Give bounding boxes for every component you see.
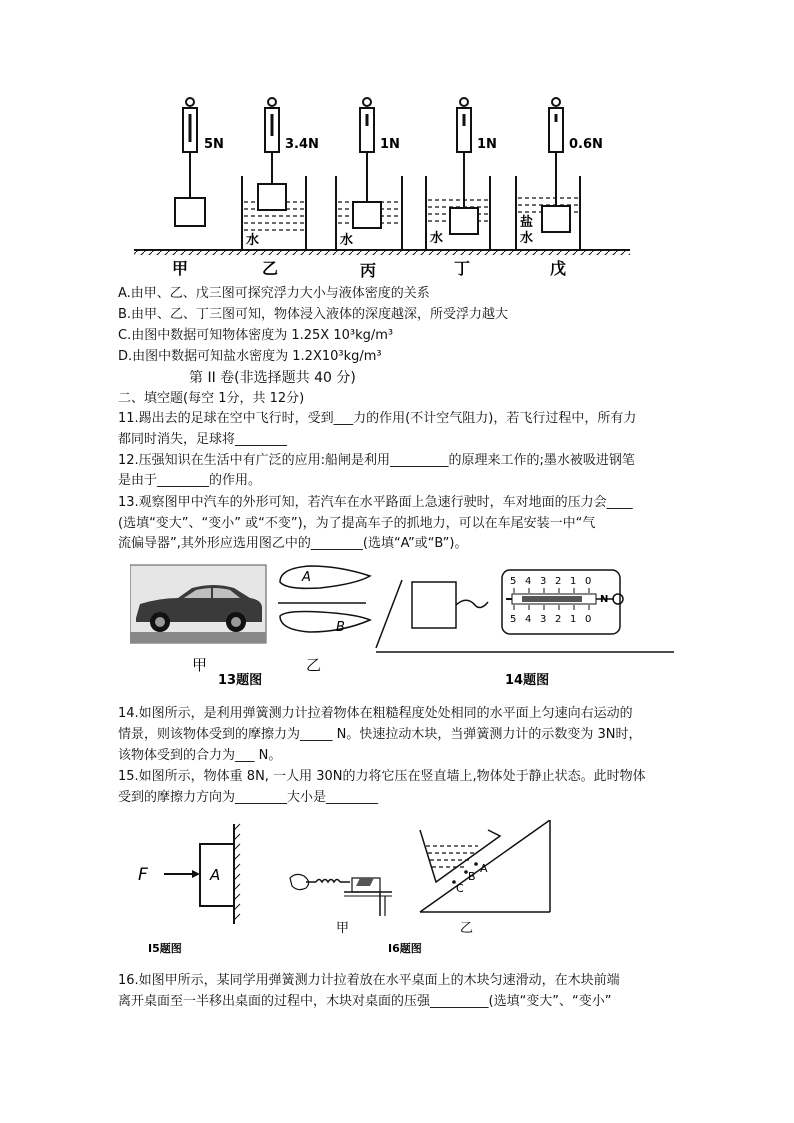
- fig16-caption-yi: 乙: [460, 921, 474, 936]
- caption-jia: 甲: [172, 259, 189, 278]
- liquid-label-yi: 水: [246, 233, 260, 248]
- scale-top-3: 3: [540, 576, 547, 587]
- option-c: C.由图中数据可知物体密度为 1.25X 10³kg/m³: [118, 328, 394, 343]
- scale-jia: [175, 98, 205, 226]
- scale-top-4: 4: [525, 576, 532, 587]
- fig13-caption: 13题图: [218, 673, 263, 688]
- scale-bottom-1: 1: [570, 614, 577, 625]
- figure-15-16: [130, 820, 570, 960]
- liquid-label-bing: 水: [340, 233, 354, 248]
- q16-line-2: 离开桌面至一半移出桌面的过程中，木块对桌面的压强_________(选填“变大”、“变小”: [118, 994, 612, 1009]
- option-d: D.由图中数据可知盐水密度为 1.2X10³kg/m³: [118, 349, 382, 364]
- q14-line-2: 情景，则该物体受到的摩擦力为_____ N。快速拉动木块，当弹簧测力计的示数变为 3N时，: [118, 727, 642, 742]
- fig16-caption-jia: 甲: [336, 921, 350, 936]
- q15-line-2: 受到的摩擦力方向为________大小是________: [118, 790, 379, 805]
- reading-jia: 5N: [204, 137, 224, 152]
- caption-yi: 乙: [262, 259, 279, 278]
- reading-wu: 0.6N: [569, 137, 603, 152]
- scale-bottom-0: 0: [585, 614, 592, 625]
- scale-unit: N: [600, 594, 609, 605]
- force-label: F: [138, 865, 148, 885]
- q16-line-1: 16.如图甲所示，某同学用弹簧测力计拉着放在水平桌面上的木块匀速滑动，在木块前端: [118, 973, 620, 988]
- scale-top-1: 1: [570, 576, 577, 587]
- caption-ding: 丁: [454, 259, 471, 278]
- section-title: 第 II 卷(非选择题共 40 分): [189, 370, 356, 386]
- reading-bing: 1N: [380, 137, 400, 152]
- block-label: A: [210, 866, 221, 884]
- desk-block-setup: [290, 874, 392, 916]
- figure-13-14: [130, 560, 680, 695]
- scale-yi: [242, 98, 306, 250]
- point-b-label: B: [468, 870, 476, 883]
- q11-line-1: 11.踢出去的足球在空中飞行时，受到___力的作用(不计空气阻力)，若飞行过程中，所有力: [118, 411, 637, 426]
- wall-block-setup: [164, 824, 240, 924]
- scale-bottom-3: 3: [540, 614, 547, 625]
- buoyancy-experiment-figure: [120, 92, 640, 282]
- section-subtitle: 二、填空题(每空 1分，共 12分): [118, 391, 305, 406]
- q14-line-1: 14.如图所示，是利用弹簧测力计拉着物体在粗糙程度处处相同的水平面上匀速向右运动的: [118, 706, 633, 721]
- point-a-label: A: [480, 862, 488, 875]
- scale-bottom-2: 2: [555, 614, 562, 625]
- car-photo: [130, 565, 266, 643]
- q11-line-2: 都同时消失，足球将________: [118, 432, 288, 447]
- q12-line-2: 是由于________的作用。: [118, 473, 262, 488]
- liquid-label-wu-1: 盐: [520, 215, 534, 230]
- fig14-caption: 14题图: [505, 673, 550, 688]
- q13-line-1: 13.观察图甲中汽车的外形可知，若汽车在水平路面上急速行驶时，车对地面的压力会____: [118, 495, 633, 510]
- scale-top-0: 0: [585, 576, 592, 587]
- airfoil-label-a: A: [302, 570, 311, 585]
- option-b: B.由甲、乙、丁三图可知，物体浸入液体的深度越深，所受浮力越大: [118, 307, 509, 322]
- point-c-label: C: [456, 882, 464, 895]
- scale-top-2: 2: [555, 576, 562, 587]
- caption-bing: 丙: [360, 261, 377, 280]
- fig16-caption: I6题图: [388, 942, 422, 955]
- q12-line-1: 12.压强知识在生活中有广泛的应用:船闸是利用_________的原理来工作的;墨水被吸进钢笔: [118, 453, 635, 468]
- scale-bottom-5: 5: [510, 614, 517, 625]
- liquid-label-wu-2: 水: [520, 231, 534, 246]
- fig15-caption: I5题图: [148, 942, 182, 955]
- option-a: A.由甲、乙、戊三图可探究浮力大小与液体密度的关系: [118, 286, 430, 301]
- liquid-label-ding: 水: [430, 231, 444, 246]
- q13-line-3: 流偏导器”,其外形应选用图乙中的________(选填“A”或“B”)。: [118, 536, 468, 551]
- reading-yi: 3.4N: [285, 137, 319, 152]
- q15-line-1: 15.如图所示，物体重 8N, 一人用 30N的力将它压在竖直墙上,物体处于静止状态。此时物体: [118, 769, 646, 784]
- scale-bottom-4: 4: [525, 614, 532, 625]
- scale-ding: [426, 98, 490, 250]
- q14-line-3: 该物体受到的合力为___ N。: [118, 748, 282, 763]
- fig13-caption-yi: 乙: [306, 656, 322, 674]
- airfoil-label-b: B: [336, 620, 345, 635]
- reading-ding: 1N: [477, 137, 497, 152]
- spoiler-shapes: [278, 566, 370, 632]
- caption-wu: 戊: [550, 259, 567, 278]
- scale-bing: [336, 98, 402, 250]
- q13-line-2: (选填“变大”、“变小” 或“不变”)，为了提高车子的抓地力，可以在车尾安装一中“气: [118, 516, 596, 531]
- fig13-caption-jia: 甲: [192, 656, 208, 674]
- scale-top-5: 5: [510, 576, 517, 587]
